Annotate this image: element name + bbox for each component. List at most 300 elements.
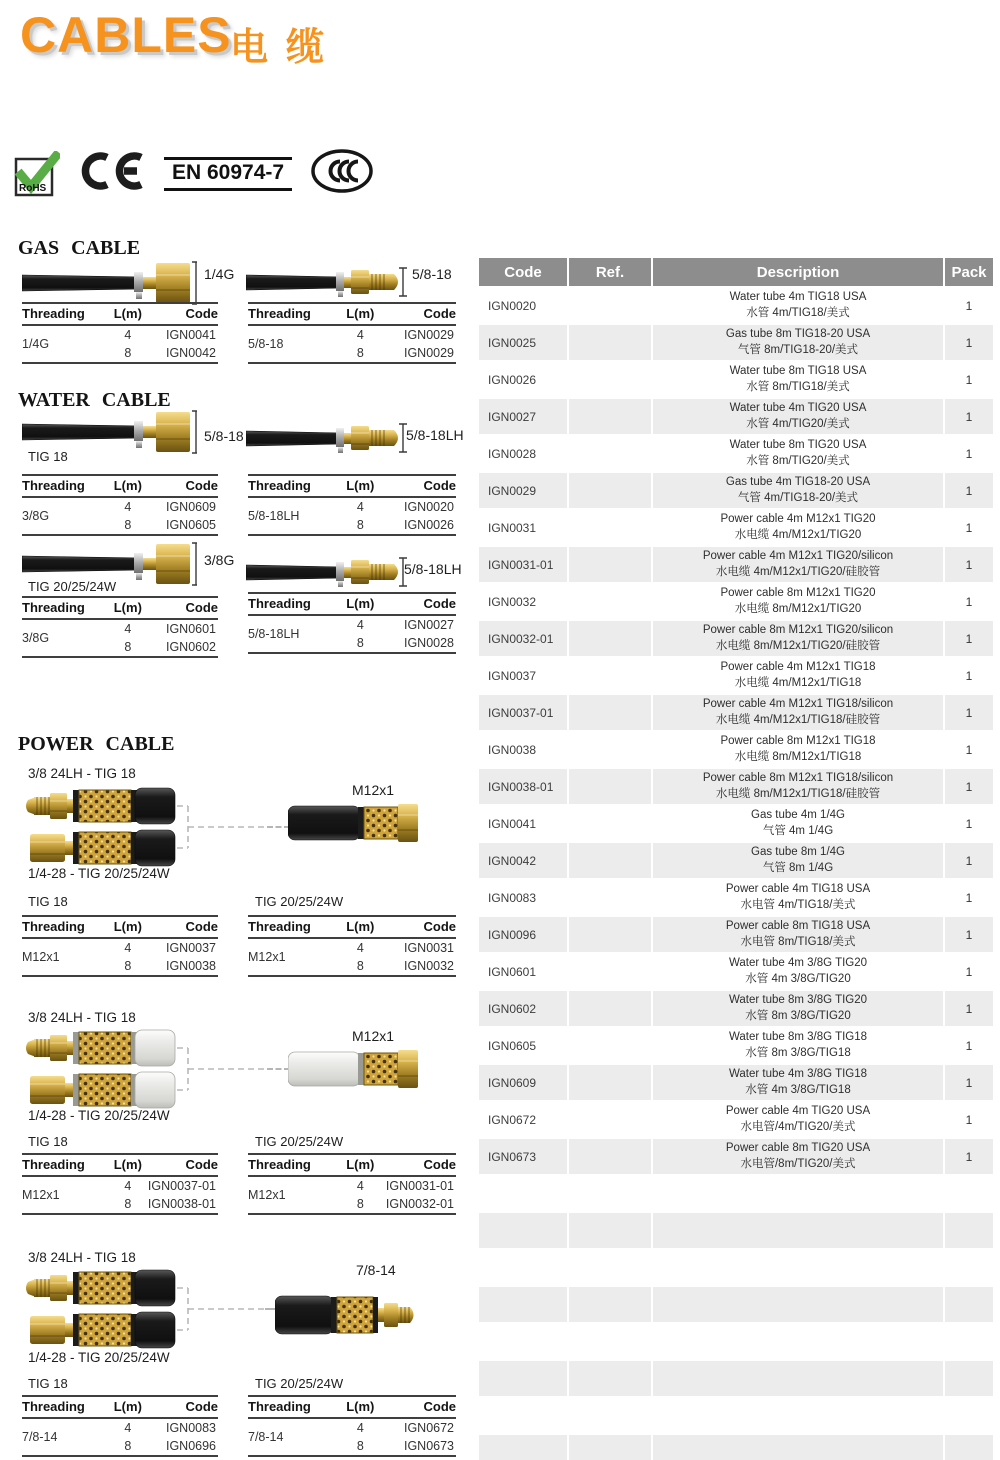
desc-zh: 水管 8m/TIG18/美式 xyxy=(746,380,850,393)
gas-right-fitting-label: 5/8-18 xyxy=(412,266,452,282)
code-value: IGN0028 xyxy=(403,636,454,650)
table-row xyxy=(479,584,993,619)
spec-header-row xyxy=(22,1396,218,1418)
spec-row xyxy=(22,1176,218,1195)
ref-cell xyxy=(569,954,651,989)
code-cell: IGN0037 xyxy=(479,658,567,693)
pack-cell: 1 xyxy=(945,991,993,1026)
table-row xyxy=(479,658,993,693)
desc-zh: 水电缆 8m/M12x1/TIG20 xyxy=(734,602,862,615)
table-row xyxy=(479,917,993,952)
desc-en: Water tube 8m 3/8G TIG18 xyxy=(728,1031,868,1044)
code-value: IGN0031 xyxy=(403,941,454,955)
pack-cell: 1 xyxy=(945,843,993,878)
ref-cell xyxy=(569,362,651,397)
code-value: IGN0672 xyxy=(403,1421,454,1435)
code-value: IGN0041 xyxy=(165,328,216,342)
pack-cell: 1 xyxy=(945,584,993,619)
spec-table xyxy=(22,915,218,977)
pack-cell: 1 xyxy=(945,1028,993,1063)
power-g2-right-spec xyxy=(248,1153,456,1215)
spec-row xyxy=(22,938,218,957)
spec-col-header: Code xyxy=(381,916,456,938)
table-row xyxy=(479,806,993,841)
ref-cell xyxy=(569,880,651,915)
spec-col-header: Code xyxy=(147,1154,218,1176)
table-row xyxy=(479,1065,993,1100)
spec-col-header: L(m) xyxy=(108,303,147,325)
desc-cell xyxy=(653,991,943,1026)
ref-cell xyxy=(569,510,651,545)
water-r1-right-spec xyxy=(248,474,456,536)
spec-row xyxy=(248,615,456,634)
empty-cell xyxy=(653,1287,943,1322)
desc-zh: 水管 8m 3/8G/TIG18 xyxy=(745,1046,851,1059)
length-value: 4 xyxy=(124,622,132,636)
empty-cell xyxy=(945,1324,993,1359)
desc-en: Water tube 4m TIG18 USA xyxy=(729,291,867,304)
pack-cell: 1 xyxy=(945,732,993,767)
threading-value: 5/8-18LH xyxy=(248,509,300,523)
empty-cell xyxy=(479,1361,567,1396)
desc-en: Gas tube 4m TIG18-20 USA xyxy=(725,476,871,489)
desc-zh: 水管 4m/TIG20/美式 xyxy=(746,417,850,430)
spec-table xyxy=(22,596,218,658)
length-value: 8 xyxy=(356,959,364,973)
power-g1-right-table-title: TIG 20/25/24W xyxy=(255,894,344,909)
ref-cell xyxy=(569,1102,651,1137)
spec-table xyxy=(248,1395,456,1457)
table-row xyxy=(479,473,993,508)
desc-zh: 水管 4m 3/8G/TIG20 xyxy=(745,972,851,985)
empty-cell xyxy=(479,1213,567,1248)
spec-header-row xyxy=(248,593,456,615)
spec-col-header: Threading xyxy=(22,916,108,938)
desc-cell xyxy=(653,325,943,360)
table-empty-row xyxy=(479,1398,993,1433)
catalog-col-header: Code xyxy=(479,258,567,286)
code-value: IGN0038 xyxy=(165,959,216,973)
spec-col-header: L(m) xyxy=(108,597,147,619)
code-cell: IGN0037-01 xyxy=(479,695,567,730)
desc-en: Water tube 8m TIG20 USA xyxy=(729,439,867,452)
power-cable-g1-right-photo xyxy=(288,798,418,848)
desc-cell xyxy=(653,621,943,656)
table-empty-row xyxy=(479,1324,993,1359)
table-empty-row xyxy=(479,1361,993,1396)
desc-cell xyxy=(653,917,943,952)
code-cell: IGN0602 xyxy=(479,991,567,1026)
length-value: 8 xyxy=(356,1439,364,1453)
desc-zh: 水电缆 8m/M12x1/TIG20/硅胶管 xyxy=(715,639,881,652)
spec-col-header: Code xyxy=(381,303,456,325)
table-row xyxy=(479,1139,993,1174)
code-cell: IGN0027 xyxy=(479,399,567,434)
spec-col-header: Code xyxy=(381,1154,456,1176)
desc-en: Power cable 8m M12x1 TIG18/silicon xyxy=(702,772,894,785)
threading-value: M12x1 xyxy=(248,1188,286,1202)
desc-zh: 水电管/8m/TIG20/美式 xyxy=(740,1157,856,1170)
spec-col-header: Threading xyxy=(22,1396,108,1418)
empty-cell xyxy=(569,1250,651,1285)
code-cell: IGN0601 xyxy=(479,954,567,989)
ce-icon xyxy=(78,151,146,196)
empty-cell xyxy=(479,1435,567,1460)
power-cable-g2-right-photo xyxy=(288,1044,418,1094)
desc-en: Water tube 4m 3/8G TIG20 xyxy=(728,957,868,970)
spec-col-header: Code xyxy=(147,475,218,497)
threading-value: 5/8-18LH xyxy=(248,627,300,641)
table-row xyxy=(479,547,993,582)
pack-cell: 1 xyxy=(945,954,993,989)
empty-cell xyxy=(653,1213,943,1248)
spec-col-header: Code xyxy=(381,475,456,497)
desc-en: Power cable 8m TIG18 USA xyxy=(725,920,871,933)
power-g2-right-table-title: TIG 20/25/24W xyxy=(255,1134,344,1149)
pack-cell: 1 xyxy=(945,1102,993,1137)
code-cell: IGN0673 xyxy=(479,1139,567,1174)
spec-row xyxy=(248,1176,456,1195)
desc-zh: 水电管 8m/TIG18/美式 xyxy=(740,935,856,948)
table-row xyxy=(479,991,993,1026)
desc-en: Gas tube 8m TIG18-20 USA xyxy=(725,328,871,341)
length-value: 8 xyxy=(356,346,364,360)
water-cable-r2-right-photo xyxy=(246,550,410,594)
power-cable-pair-photo xyxy=(22,784,267,872)
table-row xyxy=(479,954,993,989)
spec-row xyxy=(22,1418,218,1437)
spec-header-row xyxy=(22,303,218,325)
catalog xyxy=(477,256,999,1460)
gas-cable-right-photo xyxy=(246,260,410,304)
desc-en: Water tube 4m TIG20 USA xyxy=(729,402,867,415)
length-value: 4 xyxy=(356,941,364,955)
desc-zh: 气管 4m 1/4G xyxy=(762,824,834,837)
desc-zh: 水电管/4m/TIG20/美式 xyxy=(740,1120,856,1133)
desc-cell xyxy=(653,658,943,693)
code-value: IGN0083 xyxy=(165,1421,216,1435)
table-empty-row xyxy=(479,1287,993,1322)
spec-col-header: Code xyxy=(147,303,218,325)
table-row xyxy=(479,362,993,397)
power-g3-bottom-label: 1/4-28 - TIG 20/25/24W xyxy=(28,1350,170,1365)
water-r2-left-spec xyxy=(22,596,218,658)
water-r2-left-model-label: TIG 20/25/24W xyxy=(28,579,117,594)
desc-en: Power cable 8m M12x1 TIG20/silicon xyxy=(702,624,894,637)
code-cell: IGN0025 xyxy=(479,325,567,360)
threading-value: M12x1 xyxy=(22,950,60,964)
empty-cell xyxy=(653,1324,943,1359)
length-value: 4 xyxy=(356,1421,364,1435)
code-value: IGN0029 xyxy=(403,346,454,360)
power-g2-bottom-label: 1/4-28 - TIG 20/25/24W xyxy=(28,1108,170,1123)
spec-table xyxy=(22,474,218,536)
desc-zh: 水电缆 4m/M12x1/TIG18 xyxy=(734,676,862,689)
spec-col-header: Threading xyxy=(248,303,340,325)
water-r2-right-fitting-label: 5/8-18LH xyxy=(404,561,462,577)
ref-cell xyxy=(569,991,651,1026)
desc-en: Gas tube 8m 1/4G xyxy=(751,846,845,859)
pack-cell: 1 xyxy=(945,880,993,915)
table-row xyxy=(479,510,993,545)
desc-cell xyxy=(653,1065,943,1100)
ref-cell xyxy=(569,917,651,952)
desc-cell xyxy=(653,954,943,989)
desc-en: Water tube 4m 3/8G TIG18 xyxy=(728,1068,868,1081)
gas-right-spec xyxy=(248,302,456,364)
threading-value: 3/8G xyxy=(22,631,50,645)
ccc-icon xyxy=(310,148,374,199)
ref-cell xyxy=(569,732,651,767)
ref-cell xyxy=(569,1139,651,1174)
water-r1-left-spec xyxy=(22,474,218,536)
power-g3-right-table-title: TIG 20/25/24W xyxy=(255,1376,344,1391)
length-value: 8 xyxy=(356,518,364,532)
length-value: 4 xyxy=(356,618,364,632)
empty-cell xyxy=(945,1398,993,1433)
power-g3-left-table-title: TIG 18 xyxy=(28,1376,68,1391)
empty-cell xyxy=(569,1287,651,1322)
rohs-label: RoHS xyxy=(19,182,47,194)
catalog-table xyxy=(477,256,995,1460)
spec-table xyxy=(248,592,456,654)
power-cable-pair-silicon-photo xyxy=(22,1026,267,1114)
pack-cell: 1 xyxy=(945,473,993,508)
empty-cell xyxy=(653,1398,943,1433)
spec-table xyxy=(248,302,456,364)
spec-table xyxy=(248,915,456,977)
spec-col-header: Threading xyxy=(248,916,340,938)
empty-cell xyxy=(945,1176,993,1211)
code-cell: IGN0038 xyxy=(479,732,567,767)
code-value: IGN0605 xyxy=(165,518,216,532)
empty-cell xyxy=(945,1213,993,1248)
length-value: 4 xyxy=(124,1179,132,1193)
empty-cell xyxy=(945,1361,993,1396)
spec-col-header: Threading xyxy=(22,475,108,497)
code-cell: IGN0031-01 xyxy=(479,547,567,582)
code-value: IGN0026 xyxy=(403,518,454,532)
length-value: 4 xyxy=(356,328,364,342)
code-value: IGN0027 xyxy=(403,618,454,632)
desc-zh: 水管 4m 3/8G/TIG18 xyxy=(745,1083,851,1096)
table-row xyxy=(479,325,993,360)
catalog-col-header: Pack xyxy=(945,258,993,286)
spec-col-header: Threading xyxy=(248,593,340,615)
table-empty-row xyxy=(479,1435,993,1460)
spec-col-header: L(m) xyxy=(340,1154,382,1176)
spec-header-row xyxy=(22,597,218,619)
length-value: 4 xyxy=(124,328,132,342)
desc-zh: 水电缆 4m/M12x1/TIG20/硅胶管 xyxy=(715,565,881,578)
empty-cell xyxy=(479,1398,567,1433)
code-cell: IGN0672 xyxy=(479,1102,567,1137)
spec-col-header: Code xyxy=(147,1396,218,1418)
table-row xyxy=(479,288,993,323)
pack-cell: 1 xyxy=(945,547,993,582)
code-cell: IGN0020 xyxy=(479,288,567,323)
empty-cell xyxy=(569,1361,651,1396)
code-value: IGN0602 xyxy=(165,640,216,654)
threading-value: 1/4G xyxy=(22,337,50,351)
spec-header-row xyxy=(248,916,456,938)
empty-cell xyxy=(479,1176,567,1211)
desc-en: Water tube 8m 3/8G TIG20 xyxy=(728,994,868,1007)
spec-col-header: L(m) xyxy=(340,916,382,938)
desc-en: Gas tube 4m 1/4G xyxy=(751,809,845,822)
threading-value: 3/8G xyxy=(22,509,50,523)
spec-col-header: Threading xyxy=(22,597,108,619)
pack-cell: 1 xyxy=(945,399,993,434)
code-value: IGN0037-01 xyxy=(147,1179,216,1193)
rohs-icon xyxy=(14,151,60,197)
empty-cell xyxy=(945,1250,993,1285)
table-row xyxy=(479,1028,993,1063)
connector-dash-line xyxy=(267,826,290,828)
pack-cell: 1 xyxy=(945,658,993,693)
ref-cell xyxy=(569,806,651,841)
power-g1-left-spec xyxy=(22,915,218,977)
table-row xyxy=(479,769,993,804)
ref-cell xyxy=(569,1028,651,1063)
empty-cell xyxy=(653,1361,943,1396)
desc-cell xyxy=(653,769,943,804)
table-row xyxy=(479,399,993,434)
spec-table xyxy=(248,1153,456,1215)
ref-cell xyxy=(569,325,651,360)
table-row xyxy=(479,880,993,915)
spec-table xyxy=(22,302,218,364)
table-empty-row xyxy=(479,1176,993,1211)
power-g2-fitting-label: M12x1 xyxy=(352,1028,395,1044)
catalog-col-header: Description xyxy=(653,258,943,286)
spec-col-header: Threading xyxy=(248,475,340,497)
desc-zh: 水电缆 4m/M12x1/TIG18/硅胶管 xyxy=(715,713,881,726)
table-row xyxy=(479,695,993,730)
threading-value: 7/8-14 xyxy=(22,1430,58,1444)
spec-col-header: Threading xyxy=(248,1154,340,1176)
pack-cell: 1 xyxy=(945,436,993,471)
connector-dash-line xyxy=(267,1068,290,1070)
water-r2-right-spec xyxy=(248,592,456,654)
page-title-zh: 电缆 xyxy=(230,27,343,69)
power-section-heading: POWER CABLE xyxy=(18,733,175,755)
table-row xyxy=(479,843,993,878)
code-cell: IGN0026 xyxy=(479,362,567,397)
code-value: IGN0029 xyxy=(403,328,454,342)
spec-header-row xyxy=(248,1396,456,1418)
power-cable-g3-right-photo xyxy=(275,1284,415,1346)
desc-cell xyxy=(653,399,943,434)
spec-table xyxy=(22,1395,218,1457)
table-row xyxy=(479,1102,993,1137)
desc-en: Power cable 4m M12x1 TIG18 xyxy=(720,661,876,674)
table-empty-row xyxy=(479,1213,993,1248)
power-g1-top-label: 3/8 24LH - TIG 18 xyxy=(28,766,136,781)
spec-row xyxy=(22,619,218,638)
pack-cell: 1 xyxy=(945,621,993,656)
spec-row xyxy=(248,497,456,516)
length-value: 4 xyxy=(124,941,132,955)
empty-cell xyxy=(945,1287,993,1322)
table-empty-row xyxy=(479,1250,993,1285)
gas-section-heading: GAS CABLE xyxy=(18,237,141,259)
spec-col-header: L(m) xyxy=(340,1396,382,1418)
desc-zh: 水电缆 4m/M12x1/TIG20 xyxy=(734,528,862,541)
spec-header-row xyxy=(248,1154,456,1176)
empty-cell xyxy=(479,1324,567,1359)
empty-cell xyxy=(653,1435,943,1460)
empty-cell xyxy=(653,1176,943,1211)
pack-cell: 1 xyxy=(945,325,993,360)
desc-cell xyxy=(653,510,943,545)
length-value: 8 xyxy=(124,640,132,654)
length-value: 8 xyxy=(124,346,132,360)
certification-row xyxy=(14,148,374,199)
code-cell: IGN0032 xyxy=(479,584,567,619)
spec-header-row xyxy=(22,1154,218,1176)
power-g2-left-spec xyxy=(22,1153,218,1215)
spec-col-header: Threading xyxy=(22,303,108,325)
code-cell: IGN0605 xyxy=(479,1028,567,1063)
threading-value: 7/8-14 xyxy=(248,1430,284,1444)
desc-cell xyxy=(653,843,943,878)
spec-header-row xyxy=(248,475,456,497)
desc-cell xyxy=(653,1139,943,1174)
code-cell: IGN0083 xyxy=(479,880,567,915)
code-cell: IGN0028 xyxy=(479,436,567,471)
power-g1-bottom-label: 1/4-28 - TIG 20/25/24W xyxy=(28,866,170,881)
spec-header-row xyxy=(22,475,218,497)
pack-cell: 1 xyxy=(945,769,993,804)
water-r2-left-fitting-label: 3/8G xyxy=(204,552,235,568)
page-title: CABLES xyxy=(20,7,232,63)
length-value: 4 xyxy=(124,500,132,514)
desc-en: Power cable 4m M12x1 TIG18/silicon xyxy=(702,698,894,711)
ref-cell xyxy=(569,769,651,804)
length-value: 8 xyxy=(124,518,132,532)
code-value: IGN0601 xyxy=(165,622,216,636)
length-value: 8 xyxy=(356,636,364,650)
power-g1-fitting-label: M12x1 xyxy=(352,782,395,798)
code-cell: IGN0096 xyxy=(479,917,567,952)
desc-zh: 气管 8m 1/4G xyxy=(762,861,834,874)
desc-cell xyxy=(653,1028,943,1063)
water-cable-r1-right-photo xyxy=(246,416,410,460)
power-g3-right-spec xyxy=(248,1395,456,1457)
ref-cell xyxy=(569,547,651,582)
desc-cell xyxy=(653,288,943,323)
ref-cell xyxy=(569,658,651,693)
length-value: 4 xyxy=(356,1179,364,1193)
water-r1-left-model-label: TIG 18 xyxy=(28,449,68,464)
pack-cell: 1 xyxy=(945,1139,993,1174)
spec-row xyxy=(22,325,218,344)
pack-cell: 1 xyxy=(945,288,993,323)
desc-cell xyxy=(653,1102,943,1137)
length-value: 4 xyxy=(124,1421,132,1435)
ref-cell xyxy=(569,399,651,434)
spec-col-header: L(m) xyxy=(108,1396,147,1418)
pack-cell: 1 xyxy=(945,917,993,952)
en-standard-badge: EN 60974-7 xyxy=(164,157,292,191)
spec-col-header: Threading xyxy=(22,1154,108,1176)
empty-cell xyxy=(569,1398,651,1433)
spec-row xyxy=(248,938,456,957)
spec-col-header: L(m) xyxy=(340,593,382,615)
code-value: IGN0032-01 xyxy=(385,1197,454,1211)
ref-cell xyxy=(569,584,651,619)
